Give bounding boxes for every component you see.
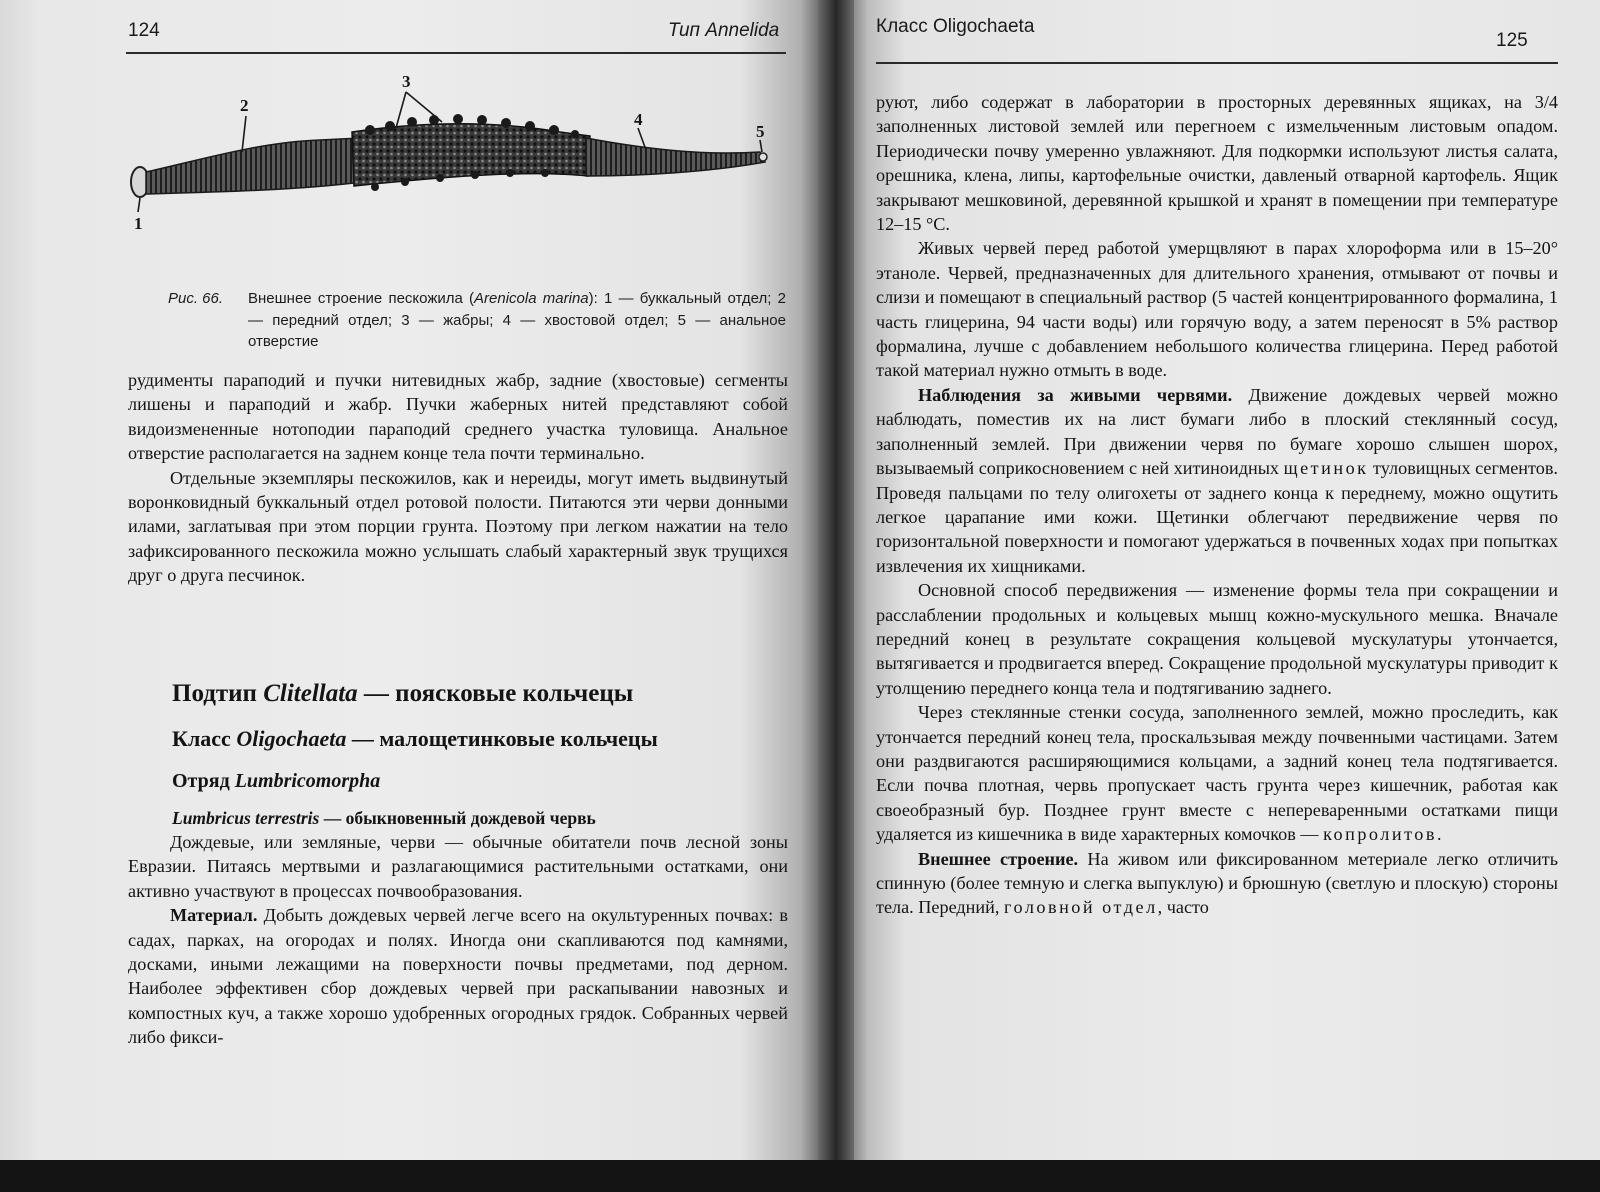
heading-species: Lumbricus terrestris — обыкновенный дождевой червь [172, 808, 596, 828]
right-paragraph-5: Через стеклянные стенки сосуда, заполненного землей, можно проследить, как утончается передний конец тела, проскальзывая между почвенными частицами. Затем они раздвигаются расширяющимися кольцами, а задний конец тела подтягивается. Если почва плотная, червь пропускает часть грунта через кишечник, работая как своеобразный бур. Позднее грунт вместе с непереваренными остатками пищи удаляется из кишечника в виде характерных комочков — копролитов. [876, 702, 1558, 845]
book-gutter [818, 0, 854, 1172]
figure-label-1: 1 [134, 214, 143, 233]
left-text-bottom [128, 830, 788, 1050]
figure-label-5: 5 [756, 122, 765, 141]
figure-caption-text: Внешнее строение пескожила (Arenicola marina): 1 — буккальный отдел; 2 — передний отдел; 3 — жабры; 4 — хвостовой отдел; 5 — анальное отверстие [248, 290, 786, 350]
left-text-top [128, 368, 788, 588]
right-paragraph-4: Основной способ передвижения — изменение формы тела при сокращении и расслаблении продольных и кольцевых мышц кожно-мускульного мешка. Вначале передний конец в результате сокращения кольцевой мускулатуры утончается, вытягивается и продвигается вперед. Сокращение продольной мускулатуры приводит к утолщению переднего конца тела и подтягиванию заднего. [876, 580, 1558, 698]
worm-illustration [120, 72, 800, 252]
page-number-right: 125 [1496, 30, 1528, 51]
page-number: 124 [128, 20, 160, 41]
right-paragraph-3: Наблюдения за живыми червями. Движение дождевых червей можно наблюдать, поместив их на лист бумаги либо в плоский стеклянный сосуд, заполненный землей. При движении червя по бумаге хорошо слышен шорох, вызываемый соприкосновением с ней хитиноидных щетинок туловищных сегментов. Проведя пальцами по телу олигохеты от заднего конца к переднему, можно ощутить легкое царапание ими кожи. Щетинки облегчают передвижение червя по горизонтальной поверхности и помогают удержаться в почвенных ходах при попытках извлечения их хищниками. [876, 384, 1558, 576]
tail-section [586, 138, 765, 176]
header-rule-right [876, 62, 1558, 64]
left-paragraph-3: Дождевые, или земляные, черви — обычные обитатели почв лесной зоны Евразии. Питаясь мертвыми и разлагающимися растительными остатками, они активно участвуют в процессах почвообразования. [128, 832, 788, 901]
header-rule [126, 52, 786, 54]
figure-label-3: 3 [402, 72, 411, 91]
right-paragraph-2: Живых червей перед работой умерщвляют в парах хлороформа или в 15–20° этаноле. Червей, предназначенных для длительного хранения, отмывают от почвы и слизи и помещают в специальный раствор (5 частей концентрированного формалина, 1 часть глицерина, 94 части воды) или горячую воду, а затем переносят в 5% раствор формалина, лучше с добавлением небольшого количества глицерина. Перед работой такой материал нужно отмыть в воде. [876, 238, 1558, 381]
bottom-edge [0, 1160, 1600, 1192]
figure-caption-label: Рис. 66. [168, 290, 224, 307]
figure-label-4: 4 [634, 110, 643, 129]
heading-class: Класс Oligochaeta — малощетинковые кольчецы [172, 726, 658, 751]
running-head-right: Класс Oligochaeta [876, 16, 1035, 37]
figure-label-2: 2 [240, 96, 249, 115]
right-paragraph-1: руют, либо содержат в лаборатории в просторных деревянных ящиках, на 3/4 заполненных листовой землей или перегноем с измельченным листовым опадом. Периодически почву умеренно увлажняют. Для подкормки используют листья салата, орешника, клена, липы, картофельные очистки, давленый отварной картофель. Ящик закрывают мешковиной, деревянной крышкой и хранят в помещении при температуре 12–15 °С. [876, 92, 1558, 235]
left-paragraph-2: Отдельные экземпляры пескожилов, как и нереиды, могут иметь выдвинутый воронковидный буккальный отдел ротовой полости. Питаются эти черви донными илами, заглатывая при этом порции грунта. Поэтому при легком нажатии на тело зафиксированного пескожила можно услышать слабый характерный звук трущихся друг о друга песчинок. [128, 467, 788, 586]
right-text [876, 90, 1558, 920]
heading-order: Отряд Lumbricomorpha [172, 770, 381, 792]
running-head: Тип Annelida [668, 20, 780, 41]
left-paragraph-1: рудименты параподий и пучки нитевидных жабр, задние (хвостовые) сегменты лишены и параподий и жабр. Пучки жаберных нитей представляют собой видоизмененные нотоподии параподий среднего участка туловища. Анальное отверстие располагается на заднем конце тела почти терминально. [128, 370, 788, 464]
right-page [846, 0, 1600, 1172]
left-paragraph-4: Материал. Добыть дождевых червей легче всего на окультуренных почвах: в садах, парках, на огородах и полях. Иногда они скапливаются под камнями, досками, иными лежащими на поверхности почвы предметами, под дерном. Наиболее эффективен сбор дождевых червей при раскапывании навозных и компостных куч, а также хорошо удобренных огородных грядок. Собранных червей либо фикси- [128, 905, 788, 1048]
heading-subtype: Подтип Clitellata — поясковые кольчецы [172, 680, 634, 707]
anterior-body [146, 138, 362, 194]
figure-arenicola-marina [120, 72, 800, 252]
anal-opening [759, 153, 767, 161]
figure-caption [168, 288, 786, 353]
right-paragraph-6: Внешнее строение. На живом или фиксированном метериале легко отличить спинную (более темную и слегка выпуклую) и брюшную (светлую и плоскую) стороны тела. Передний, головной отдел, часто [876, 848, 1558, 918]
